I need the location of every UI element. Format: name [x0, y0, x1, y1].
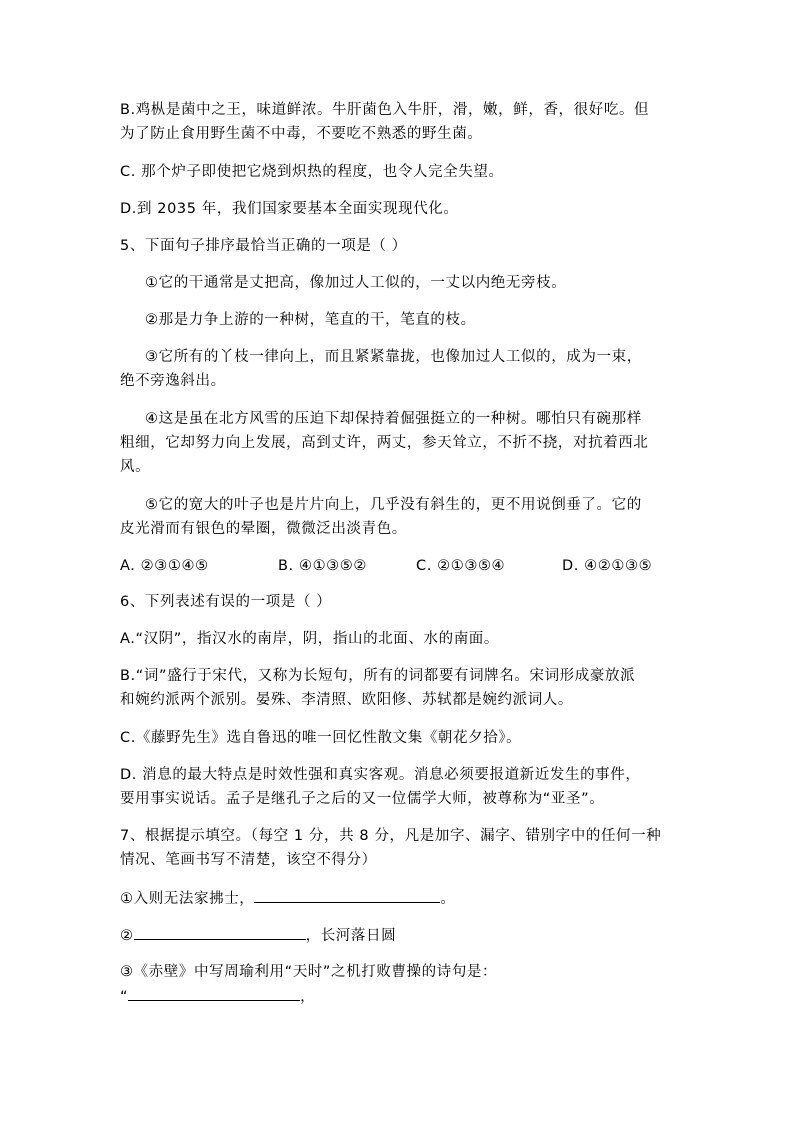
q7-item-2-number: ② [120, 928, 134, 944]
q7-question-line1: 7、根据提示填空。（每空 1 分，共 8 分，凡是加字、漏字、错别字中的任何一种 [120, 828, 662, 844]
q7-item-3-line2 [120, 986, 315, 1007]
q6-option-d-line2: 要用事实说话。孟子是继孔子之后的又一位儒学大师，被尊称为“亚圣”。 [120, 791, 605, 807]
q6-option-d-line1: D. 消息的最大特点是时效性强和真实客观。消息必须要报道新近发生的事件， [120, 767, 641, 783]
q5-sentence-4-line1: ④这是虽在北方风雪的压迫下却保持着倔强挺立的一种树。哪怕只有碗那样 [145, 411, 642, 427]
q7-item-1-end: 。 [440, 891, 456, 907]
q5-sentence-5-line2: 皮光滑而有银色的晕圈，微微泛出淡青色。 [120, 521, 407, 537]
q6-option-a: A.“汉阴”，指汉水的南岸，阴，指山的北面、水的南面。 [120, 631, 499, 647]
q7-item-1-blank[interactable] [254, 888, 440, 903]
q5-sentence-4-line2: 粗细，它却努力向上发展，高到丈许，两丈，参天耸立，不折不挠，对抗着西北 [120, 435, 649, 451]
q6-question: 6、下列表述有误的一项是（ ） [120, 594, 332, 610]
q7-item-2-text: ，长河落日圆 [305, 928, 397, 944]
q5-option-d: D. ④②①③⑤ [562, 558, 653, 574]
q6-option-b-line1: B.“词”盛行于宋代，又称为长短句，所有的词都要有词牌名。宋词形成豪放派 [120, 668, 636, 684]
q7-item-3-open-quote: “ [120, 989, 129, 1005]
q7-item-3-line1: ③《赤壁》中写周瑜利用“天时”之机打败曹操的诗句是： [120, 964, 498, 980]
q4-option-d: D.到 2035 年，我们国家要基本全面实现现代化。 [120, 201, 459, 217]
q7-item-3-comma: ， [300, 989, 316, 1005]
q7-item-2-blank[interactable] [134, 925, 306, 940]
q6-option-c: C.《藤野先生》选自鲁迅的唯一回忆性散文集《朝花夕拾》。 [120, 730, 522, 746]
q5-sentence-1: ①它的干通常是丈把高，像加过人工似的，一丈以内绝无旁枝。 [145, 275, 567, 291]
q5-sentence-5-line1: ⑤它的宽大的叶子也是片片向上，几乎没有斜生的，更不用说倒垂了。它的 [145, 497, 642, 513]
q6-option-b-line2: 和婉约派两个派别。晏殊、李清照、欧阳修、苏轼都是婉约派词人。 [120, 692, 573, 708]
q7-item-1 [120, 888, 456, 909]
q7-item-1-text: ①入则无法家拂士， [120, 891, 255, 907]
q5-option-a: A. ②③①④⑤ [120, 558, 209, 574]
q5-question: 5、下面句子排序最恰当正确的一项是（ ） [120, 238, 407, 254]
q5-options [120, 556, 652, 576]
q5-sentence-3-line2: 绝不旁逸斜出。 [120, 373, 226, 389]
q7-item-3-blank[interactable] [128, 986, 300, 1001]
q5-sentence-4-line3: 风。 [120, 459, 151, 475]
q5-option-c: C. ②①③⑤④ [416, 558, 506, 574]
q7-item-2 [120, 925, 396, 946]
q4-option-b-line1: B.鸡枞是菌中之王，味道鲜浓。牛肝菌色入牛肝，滑，嫩，鲜，香，很好吃。但 [120, 102, 650, 118]
q4-option-b-line2: 为了防止食用野生菌不中毒，不要吃不熟悉的野生菌。 [120, 126, 483, 142]
q5-sentence-2: ②那是力争上游的一种树，笔直的干，笔直的枝。 [145, 312, 476, 328]
q5-sentence-3-line1: ③它所有的丫枝一律向上，而且紧紧靠拢，也像加过人工似的，成为一束， [145, 349, 642, 365]
q7-question-line2: 情况、笔画书写不清楚，该空不得分） [120, 852, 377, 868]
q5-option-b: B. ④①③⑤② [278, 558, 367, 574]
q4-option-c: C. 那个炉子即使把它烧到炽热的程度，也令人完全失望。 [120, 164, 504, 180]
